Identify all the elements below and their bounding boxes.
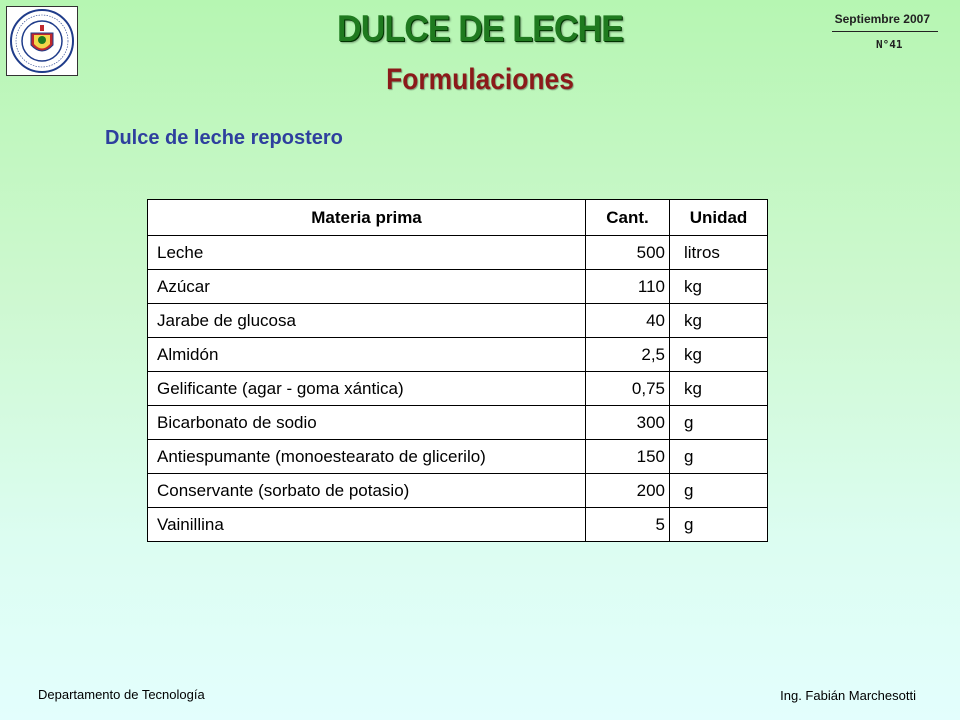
quantity-cell: 500 xyxy=(586,236,670,270)
page-title: DULCE DE LECHE xyxy=(337,8,623,49)
date-divider xyxy=(832,31,938,32)
date-label: Septiembre 2007 xyxy=(834,12,930,26)
unit-cell: g xyxy=(670,508,768,542)
ingredient-cell: Conservante (sorbato de potasio) xyxy=(148,474,586,508)
table-row xyxy=(148,440,768,474)
table-row xyxy=(148,406,768,440)
ingredient-cell: Almidón xyxy=(148,338,586,372)
ingredient-cell: Antiespumante (monoestearato de glicerilo) xyxy=(148,440,586,474)
column-header-unidad: Unidad xyxy=(670,200,768,236)
quantity-cell: 150 xyxy=(586,440,670,474)
table-row xyxy=(148,236,768,270)
unit-cell: litros xyxy=(670,236,768,270)
table-row xyxy=(148,474,768,508)
ingredient-cell: Leche xyxy=(148,236,586,270)
column-header-materia-prima: Materia prima xyxy=(148,200,586,236)
section-heading: Dulce de leche repostero xyxy=(105,127,343,149)
quantity-cell: 110 xyxy=(586,270,670,304)
unit-cell: g xyxy=(670,440,768,474)
quantity-cell: 0,75 xyxy=(586,372,670,406)
quantity-cell: 5 xyxy=(586,508,670,542)
unit-cell: kg xyxy=(670,304,768,338)
ingredient-cell: Bicarbonato de sodio xyxy=(148,406,586,440)
quantity-cell: 200 xyxy=(586,474,670,508)
quantity-cell: 300 xyxy=(586,406,670,440)
table-row xyxy=(148,304,768,338)
table-row xyxy=(148,508,768,542)
table-header-row xyxy=(148,200,768,236)
footer-department: Departamento de Tecnología xyxy=(38,687,205,702)
quantity-cell: 40 xyxy=(586,304,670,338)
ingredient-cell: Azúcar xyxy=(148,270,586,304)
quantity-cell: 2,5 xyxy=(586,338,670,372)
formulation-table xyxy=(147,199,768,542)
slide-number: N°41 xyxy=(876,38,903,51)
table-row xyxy=(148,338,768,372)
ingredient-cell: Jarabe de glucosa xyxy=(148,304,586,338)
unit-cell: g xyxy=(670,474,768,508)
ingredient-cell: Gelificante (agar - goma xántica) xyxy=(148,372,586,406)
table-row xyxy=(148,270,768,304)
unit-cell: g xyxy=(670,406,768,440)
unit-cell: kg xyxy=(670,372,768,406)
table-row xyxy=(148,372,768,406)
footer-author: Ing. Fabián Marchesotti xyxy=(780,688,916,703)
unit-cell: kg xyxy=(670,338,768,372)
column-header-cantidad: Cant. xyxy=(586,200,670,236)
ingredient-cell: Vainillina xyxy=(148,508,586,542)
unit-cell: kg xyxy=(670,270,768,304)
page-subtitle: Formulaciones xyxy=(386,63,574,96)
